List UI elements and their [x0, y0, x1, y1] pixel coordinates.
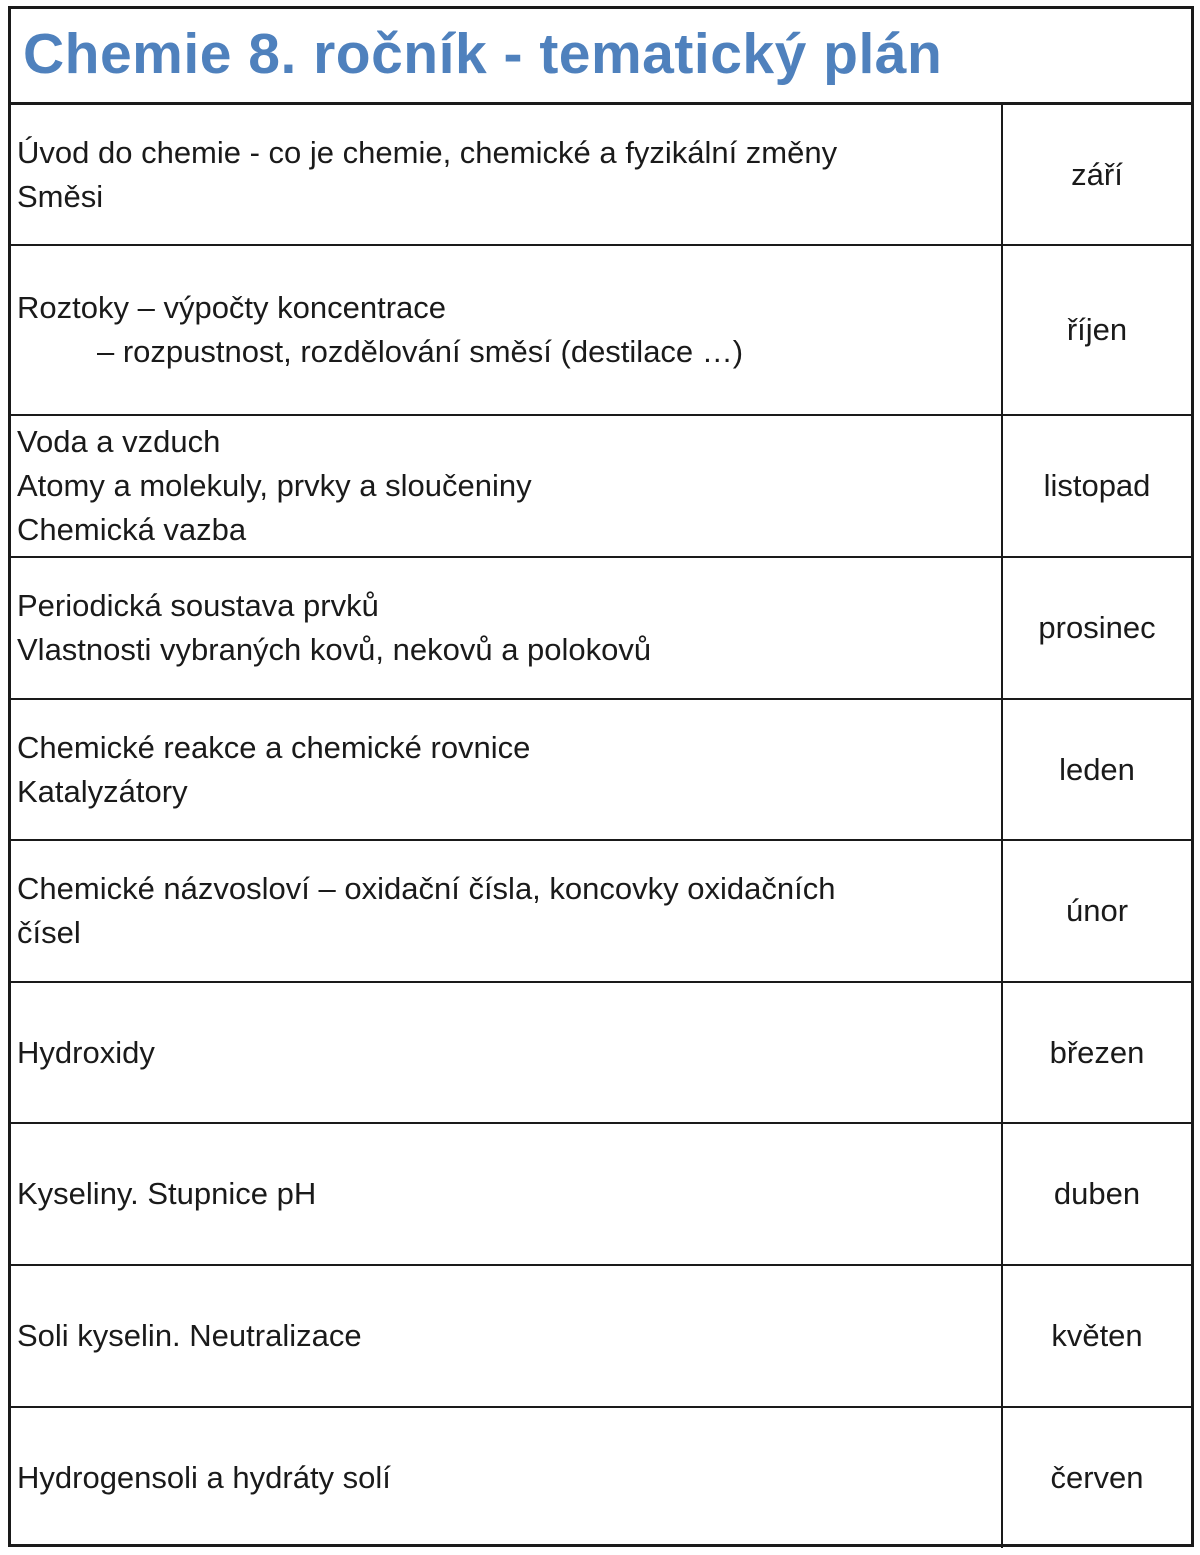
plan-row: [11, 557, 1191, 699]
title-cell: [11, 9, 1191, 105]
plan-row: [11, 1407, 1191, 1548]
topic-cell: [11, 105, 1002, 245]
topic-cell: [11, 699, 1002, 840]
topic-line: Směsi: [17, 178, 104, 214]
topic-line: Vlastnosti vybraných kovů, nekovů a polokovů: [17, 632, 652, 667]
topic-cell: [11, 1407, 1002, 1548]
topic-line: Roztoky – výpočty koncentrace: [17, 290, 447, 325]
plan-row: [11, 415, 1191, 557]
plan-row: [11, 982, 1191, 1123]
topic-line: Atomy a molekuly, prvky a sloučeniny: [17, 468, 532, 503]
plan-table-body: [11, 105, 1191, 1548]
topic-cell: [11, 982, 1002, 1123]
month-cell: říjen: [1002, 245, 1191, 415]
topic-cell: [11, 557, 1002, 699]
topic-line: Úvod do chemie - co je chemie, chemické a fyzikální změny: [17, 134, 838, 170]
month-cell: listopad: [1002, 415, 1191, 557]
month-cell: březen: [1002, 982, 1191, 1123]
topic-line: Hydroxidy: [17, 1034, 155, 1070]
topic-line: Chemická vazba: [17, 512, 247, 547]
plan-row: [11, 840, 1191, 982]
topic-line: Kyseliny. Stupnice pH: [17, 1176, 317, 1211]
plan-table: [11, 105, 1191, 1548]
topic-line: Chemické reakce a chemické rovnice: [17, 729, 531, 765]
month-cell: květen: [1002, 1265, 1191, 1407]
plan-sheet: [8, 6, 1194, 1547]
topic-line: Katalyzátory: [17, 773, 188, 809]
plan-row: [11, 105, 1191, 245]
topic-line: Periodická soustava prvků: [17, 588, 379, 623]
topic-line: Hydrogensoli a hydráty solí: [17, 1460, 391, 1495]
topic-line: Soli kyselin. Neutralizace: [17, 1318, 362, 1353]
month-cell: leden: [1002, 699, 1191, 840]
month-cell: prosinec: [1002, 557, 1191, 699]
topic-line: – rozpustnost, rozdělování směsí (destilace …): [97, 334, 744, 369]
plan-row: [11, 1265, 1191, 1407]
topic-line: Voda a vzduch: [17, 424, 221, 459]
topic-cell: [11, 1123, 1002, 1265]
plan-row: [11, 699, 1191, 840]
topic-line: čísel: [17, 915, 81, 950]
topic-cell: [11, 840, 1002, 982]
month-cell: září: [1071, 156, 1123, 192]
topic-cell: [11, 415, 1002, 557]
month-cell: duben: [1002, 1123, 1191, 1265]
page-title: Chemie 8. ročník - tematický plán: [23, 21, 943, 86]
plan-row: [11, 245, 1191, 415]
topic-cell: [11, 245, 1002, 415]
topic-line: Chemické názvosloví – oxidační čísla, koncovky oxidačních: [17, 871, 836, 906]
plan-row: [11, 1123, 1191, 1265]
month-cell: červen: [1002, 1407, 1191, 1548]
month-cell: únor: [1002, 840, 1191, 982]
topic-cell: [11, 1265, 1002, 1407]
